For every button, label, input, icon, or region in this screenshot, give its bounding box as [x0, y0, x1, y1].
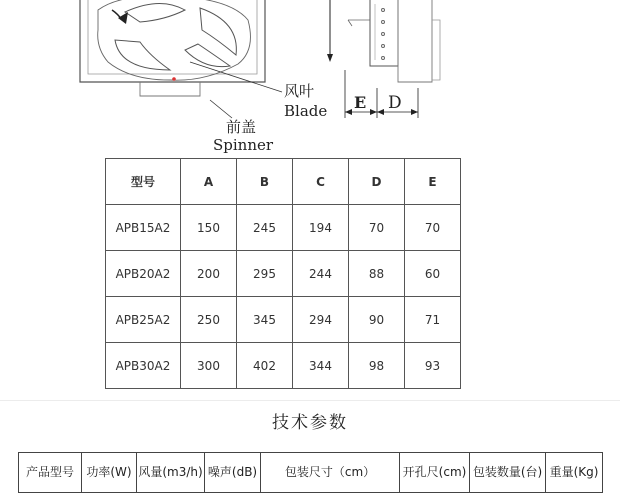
cell-d: 98 — [349, 343, 405, 389]
cell-model: APB20A2 — [106, 251, 181, 297]
spec-header-cutout-size: 开孔尺(cm) — [400, 453, 470, 493]
fan-technical-drawing — [0, 0, 620, 160]
cell-a: 150 — [181, 205, 237, 251]
spec-header-noise: 噪声(dB) — [205, 453, 261, 493]
cell-a: 200 — [181, 251, 237, 297]
dimension-d-label: D — [388, 93, 402, 113]
cell-d: 88 — [349, 251, 405, 297]
fan-blade-3 — [115, 40, 170, 70]
header-e: E — [405, 159, 461, 205]
spec-header-model: 产品型号 — [19, 453, 82, 493]
cell-b: 295 — [237, 251, 293, 297]
table-row — [106, 205, 461, 251]
header-b: B — [237, 159, 293, 205]
table-row — [106, 343, 461, 389]
spec-header-row — [19, 453, 603, 493]
cell-c: 294 — [293, 297, 349, 343]
cell-c: 194 — [293, 205, 349, 251]
spec-header-power: 功率(W) — [82, 453, 137, 493]
cell-d: 70 — [349, 205, 405, 251]
blade-label-en: Blade — [284, 102, 328, 120]
dimension-e-label: E — [354, 93, 367, 112]
cell-model: APB25A2 — [106, 297, 181, 343]
fan-front-frame — [80, 0, 265, 82]
fan-base — [140, 82, 200, 96]
cell-a: 300 — [181, 343, 237, 389]
spec-header-airflow: 风量(m3/h) — [137, 453, 205, 493]
center-mark — [172, 77, 176, 81]
section-divider — [0, 400, 620, 401]
cell-a: 250 — [181, 297, 237, 343]
blade-label-cn: 风叶 — [284, 82, 315, 100]
spec-header-weight: 重量(Kg) — [546, 453, 603, 493]
fan-blade-1 — [125, 3, 185, 22]
cell-model: APB15A2 — [106, 205, 181, 251]
cell-c: 344 — [293, 343, 349, 389]
cell-b: 345 — [237, 297, 293, 343]
spec-header-package-size: 包装尺寸（cm） — [261, 453, 400, 493]
cell-d: 90 — [349, 297, 405, 343]
fan-blade-4 — [185, 44, 230, 67]
table-row — [106, 297, 461, 343]
fan-blade-2 — [200, 8, 236, 55]
header-a: A — [181, 159, 237, 205]
spec-table — [18, 452, 603, 493]
header-c: C — [293, 159, 349, 205]
cell-e: 70 — [405, 205, 461, 251]
header-model: 型号 — [106, 159, 181, 205]
cell-e: 60 — [405, 251, 461, 297]
rotation-arrow-icon — [118, 12, 128, 24]
cell-model: APB30A2 — [106, 343, 181, 389]
cell-b: 402 — [237, 343, 293, 389]
table-row — [106, 251, 461, 297]
header-d: D — [349, 159, 405, 205]
cell-e: 93 — [405, 343, 461, 389]
table-header-row — [106, 159, 461, 205]
cell-b: 245 — [237, 205, 293, 251]
spinner-label-en: Spinner — [213, 136, 274, 154]
dimension-table — [105, 158, 461, 389]
cell-c: 244 — [293, 251, 349, 297]
spinner-label-cn: 前盖 — [226, 118, 257, 136]
cell-e: 71 — [405, 297, 461, 343]
spec-section-title: 技术参数 — [272, 413, 348, 433]
spec-header-package-qty: 包装数量(台) — [470, 453, 546, 493]
